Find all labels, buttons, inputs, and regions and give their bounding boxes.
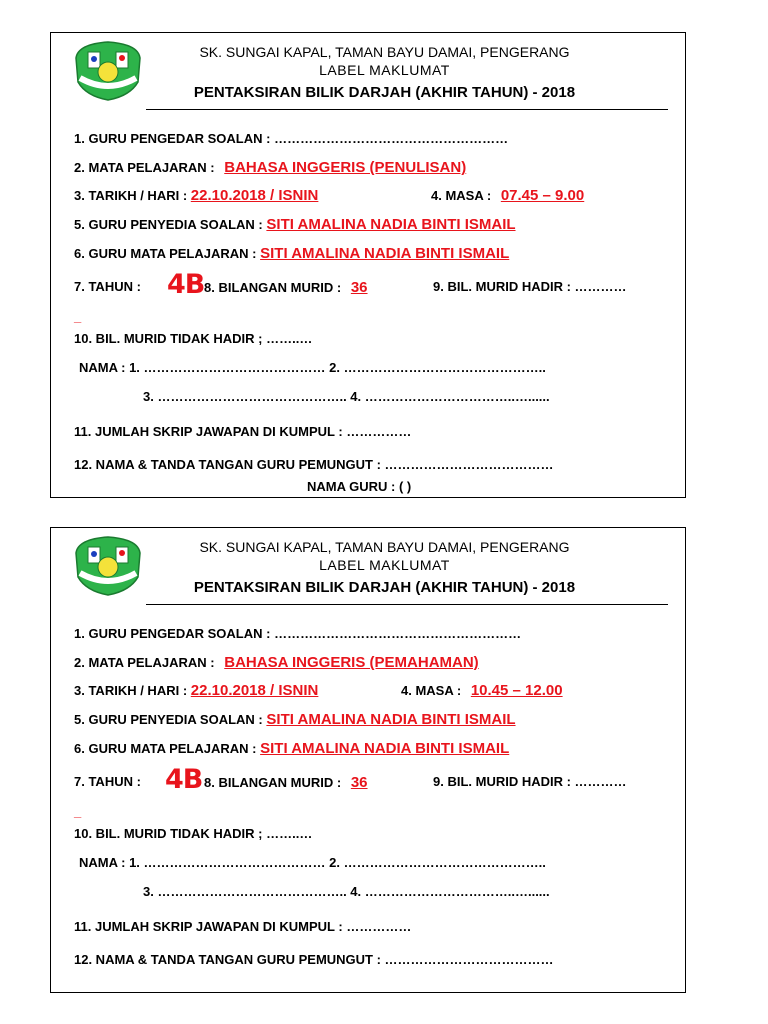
q8-value: 36 xyxy=(350,279,368,296)
q12-guru-pemungut: 12. NAMA & TANDA TANGAN GURU PEMUNGUT : ………………………………… xyxy=(74,457,554,472)
q6-label: 6. GURU MATA PELAJARAN : xyxy=(74,741,257,756)
q2-mata-pelajaran xyxy=(74,654,479,671)
nama-line-2: 3. …………………………………….. 4. ……………………………..…...... xyxy=(143,884,550,899)
q8-label: 8. BILANGAN MURID : xyxy=(204,280,342,295)
label-heading: LABEL MAKLUMAT xyxy=(319,62,450,78)
nama-line-1: NAMA : 1. …………………………………… 2. ……………………………………….. xyxy=(79,855,546,870)
q6-value: SITI AMALINA NADIA BINTI ISMAIL xyxy=(260,740,510,757)
school-crest-icon xyxy=(70,533,146,597)
q7-tahun-label: 7. TAHUN : xyxy=(74,279,141,294)
q5-guru-penyedia xyxy=(74,216,516,233)
q3-tarikh xyxy=(74,187,318,204)
header-divider xyxy=(146,604,668,605)
q3-value: 22.10.2018 / ISNIN xyxy=(190,187,319,204)
q3-tarikh xyxy=(74,682,318,699)
nama-line-2: 3. …………………………………….. 4. ……………………………..…...... xyxy=(143,389,550,404)
label-heading: LABEL MAKLUMAT xyxy=(319,557,450,573)
q5-value: SITI AMALINA NADIA BINTI ISMAIL xyxy=(266,216,516,233)
q5-label: 5. GURU PENYEDIA SOALAN : xyxy=(74,217,263,232)
nama-line-1: NAMA : 1. …………………………………… 2. ……………………………………….. xyxy=(79,360,546,375)
q4-label: 4. MASA : xyxy=(401,683,462,698)
q4-value: 07.45 – 9.00 xyxy=(500,187,585,204)
assessment-title: PENTAKSIRAN BILIK DARJAH (AKHIR TAHUN) - 2018 xyxy=(193,84,576,101)
info-label-card-2 xyxy=(50,527,686,993)
q6-guru-mata-pelajaran xyxy=(74,740,509,757)
red-dash-mark: _ xyxy=(74,804,82,819)
q5-label: 5. GURU PENYEDIA SOALAN : xyxy=(74,712,263,727)
q7-tahun-label: 7. TAHUN : xyxy=(74,774,141,789)
info-label-card-1 xyxy=(50,32,686,498)
school-crest-icon xyxy=(70,38,146,102)
q2-value: BAHASA INGGERIS (PEMAHAMAN) xyxy=(224,654,479,671)
q10-murid-tidak-hadir: 10. BIL. MURID TIDAK HADIR ; ……..… xyxy=(74,826,313,841)
q1-guru-pengedar: 1. GURU PENGEDAR SOALAN : ………………………………………………… xyxy=(74,626,522,641)
q5-guru-penyedia xyxy=(74,711,516,728)
q4-value: 10.45 – 12.00 xyxy=(470,682,563,699)
q9-murid-hadir: 9. BIL. MURID HADIR : ………… xyxy=(433,774,627,789)
q8-value: 36 xyxy=(350,774,368,791)
q8-bilangan-murid xyxy=(204,774,368,791)
q1-guru-pengedar: 1. GURU PENGEDAR SOALAN : ……………………………………………… xyxy=(74,131,509,146)
q9-murid-hadir: 9. BIL. MURID HADIR : ………… xyxy=(433,279,627,294)
q4-label: 4. MASA : xyxy=(431,188,492,203)
q8-bilangan-murid xyxy=(204,279,368,296)
q12-guru-pemungut: 12. NAMA & TANDA TANGAN GURU PEMUNGUT : ………………………………… xyxy=(74,952,554,967)
q6-value: SITI AMALINA NADIA BINTI ISMAIL xyxy=(260,245,510,262)
q4-masa xyxy=(431,187,584,204)
q7-tahun-value: 4B xyxy=(165,764,203,795)
school-name: SK. SUNGAI KAPAL, TAMAN BAYU DAMAI, PENGERANG xyxy=(199,539,570,555)
q3-value: 22.10.2018 / ISNIN xyxy=(190,682,319,699)
q3-label: 3. TARIKH / HARI : xyxy=(74,188,188,203)
q11-jumlah-skrip: 11. JUMLAH SKRIP JAWAPAN DI KUMPUL : …………… xyxy=(74,424,412,439)
nama-guru: NAMA GURU : ( ) xyxy=(307,479,412,494)
q2-value: BAHASA INGGERIS (PENULISAN) xyxy=(224,159,467,176)
q7-tahun-value: 4B xyxy=(167,269,205,300)
q8-label: 8. BILANGAN MURID : xyxy=(204,775,342,790)
q2-mata-pelajaran xyxy=(74,159,466,176)
q11-jumlah-skrip: 11. JUMLAH SKRIP JAWAPAN DI KUMPUL : …………… xyxy=(74,919,412,934)
assessment-title: PENTAKSIRAN BILIK DARJAH (AKHIR TAHUN) - 2018 xyxy=(193,579,576,596)
q5-value: SITI AMALINA NADIA BINTI ISMAIL xyxy=(266,711,516,728)
q6-guru-mata-pelajaran xyxy=(74,245,509,262)
q6-label: 6. GURU MATA PELAJARAN : xyxy=(74,246,257,261)
school-name: SK. SUNGAI KAPAL, TAMAN BAYU DAMAI, PENGERANG xyxy=(199,44,570,60)
red-dash-mark: _ xyxy=(74,309,82,324)
q10-murid-tidak-hadir: 10. BIL. MURID TIDAK HADIR ; ……..… xyxy=(74,331,313,346)
header-divider xyxy=(146,109,668,110)
q2-label: 2. MATA PELAJARAN : xyxy=(74,160,215,175)
q3-label: 3. TARIKH / HARI : xyxy=(74,683,188,698)
q4-masa xyxy=(401,682,563,699)
q2-label: 2. MATA PELAJARAN : xyxy=(74,655,215,670)
